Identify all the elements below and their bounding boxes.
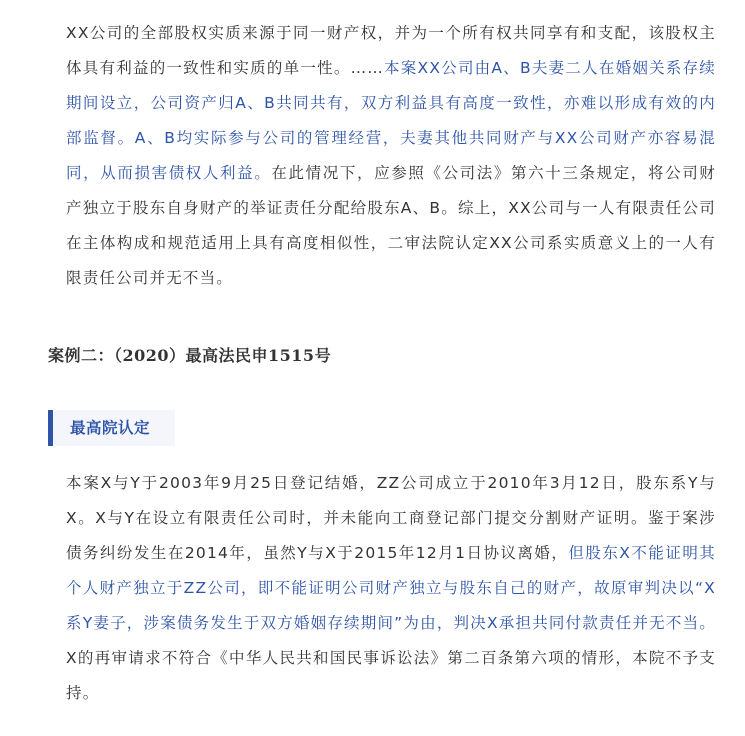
case1-text-part: XX公司的全部股权实质来源于同一财产权，并为一个所有权共同享有和支配，该股权主体具有利益的一致性和实质的单一性。…… [66,24,716,77]
case2-title: 案例二：（2020）最高法民申1515号 [48,346,332,365]
section-header [48,410,175,446]
case2-highlighted-text: 但股东X不能证明其个人财产独立于ZZ公司，即不能证明公司财产独立与股东自己的财产，故原审判决以“X系Y妻子，涉案债务发生于双方婚姻存续期间”为由，判决X承担共同付款责任并无不当。 [66,544,716,632]
case1-paragraph [66,16,716,296]
case1-text-part: 在此情况下，应参照《公司法》第六十三条规定，将公司财产独立于股东自身财产的举证责任分配给股东A、B。综上，XX公司与一人有限责任公司在主体构成和规范适用上具有高度相似性，二审法院认定XX公司系实质意义上的一人有限责任公司并无不当。 [66,164,717,287]
case2-text-part: X的再审请求不符合《中华人民共和国民事诉讼法》第二百条第六项的情形，本院不予支持。 [66,649,716,702]
case2-paragraph [66,466,716,711]
case2-text-part: 本案X与Y于2003年9月25日登记结婚，ZZ公司成立于2010年3月12日，股东系Y与X。X与Y在设立有限责任公司时，并未能向工商登记部门提交分割财产证明。鉴于案涉债务纠纷发生在2014年，虽然Y与X于2015年12月1日协议离婚， [66,474,716,562]
section-title: 最高院认定 [70,419,151,437]
case1-highlighted-text: 本案XX公司由A、B夫妻二人在婚姻关系存续期间设立，公司资产归A、B共同共有，双方利益具有高度一致性，亦难以形成有效的内部监督。A、B均实际参与公司的管理经营，夫妻其他共同财产与XX公司财产亦容易混同，从而损害债权人利益。 [66,59,716,182]
